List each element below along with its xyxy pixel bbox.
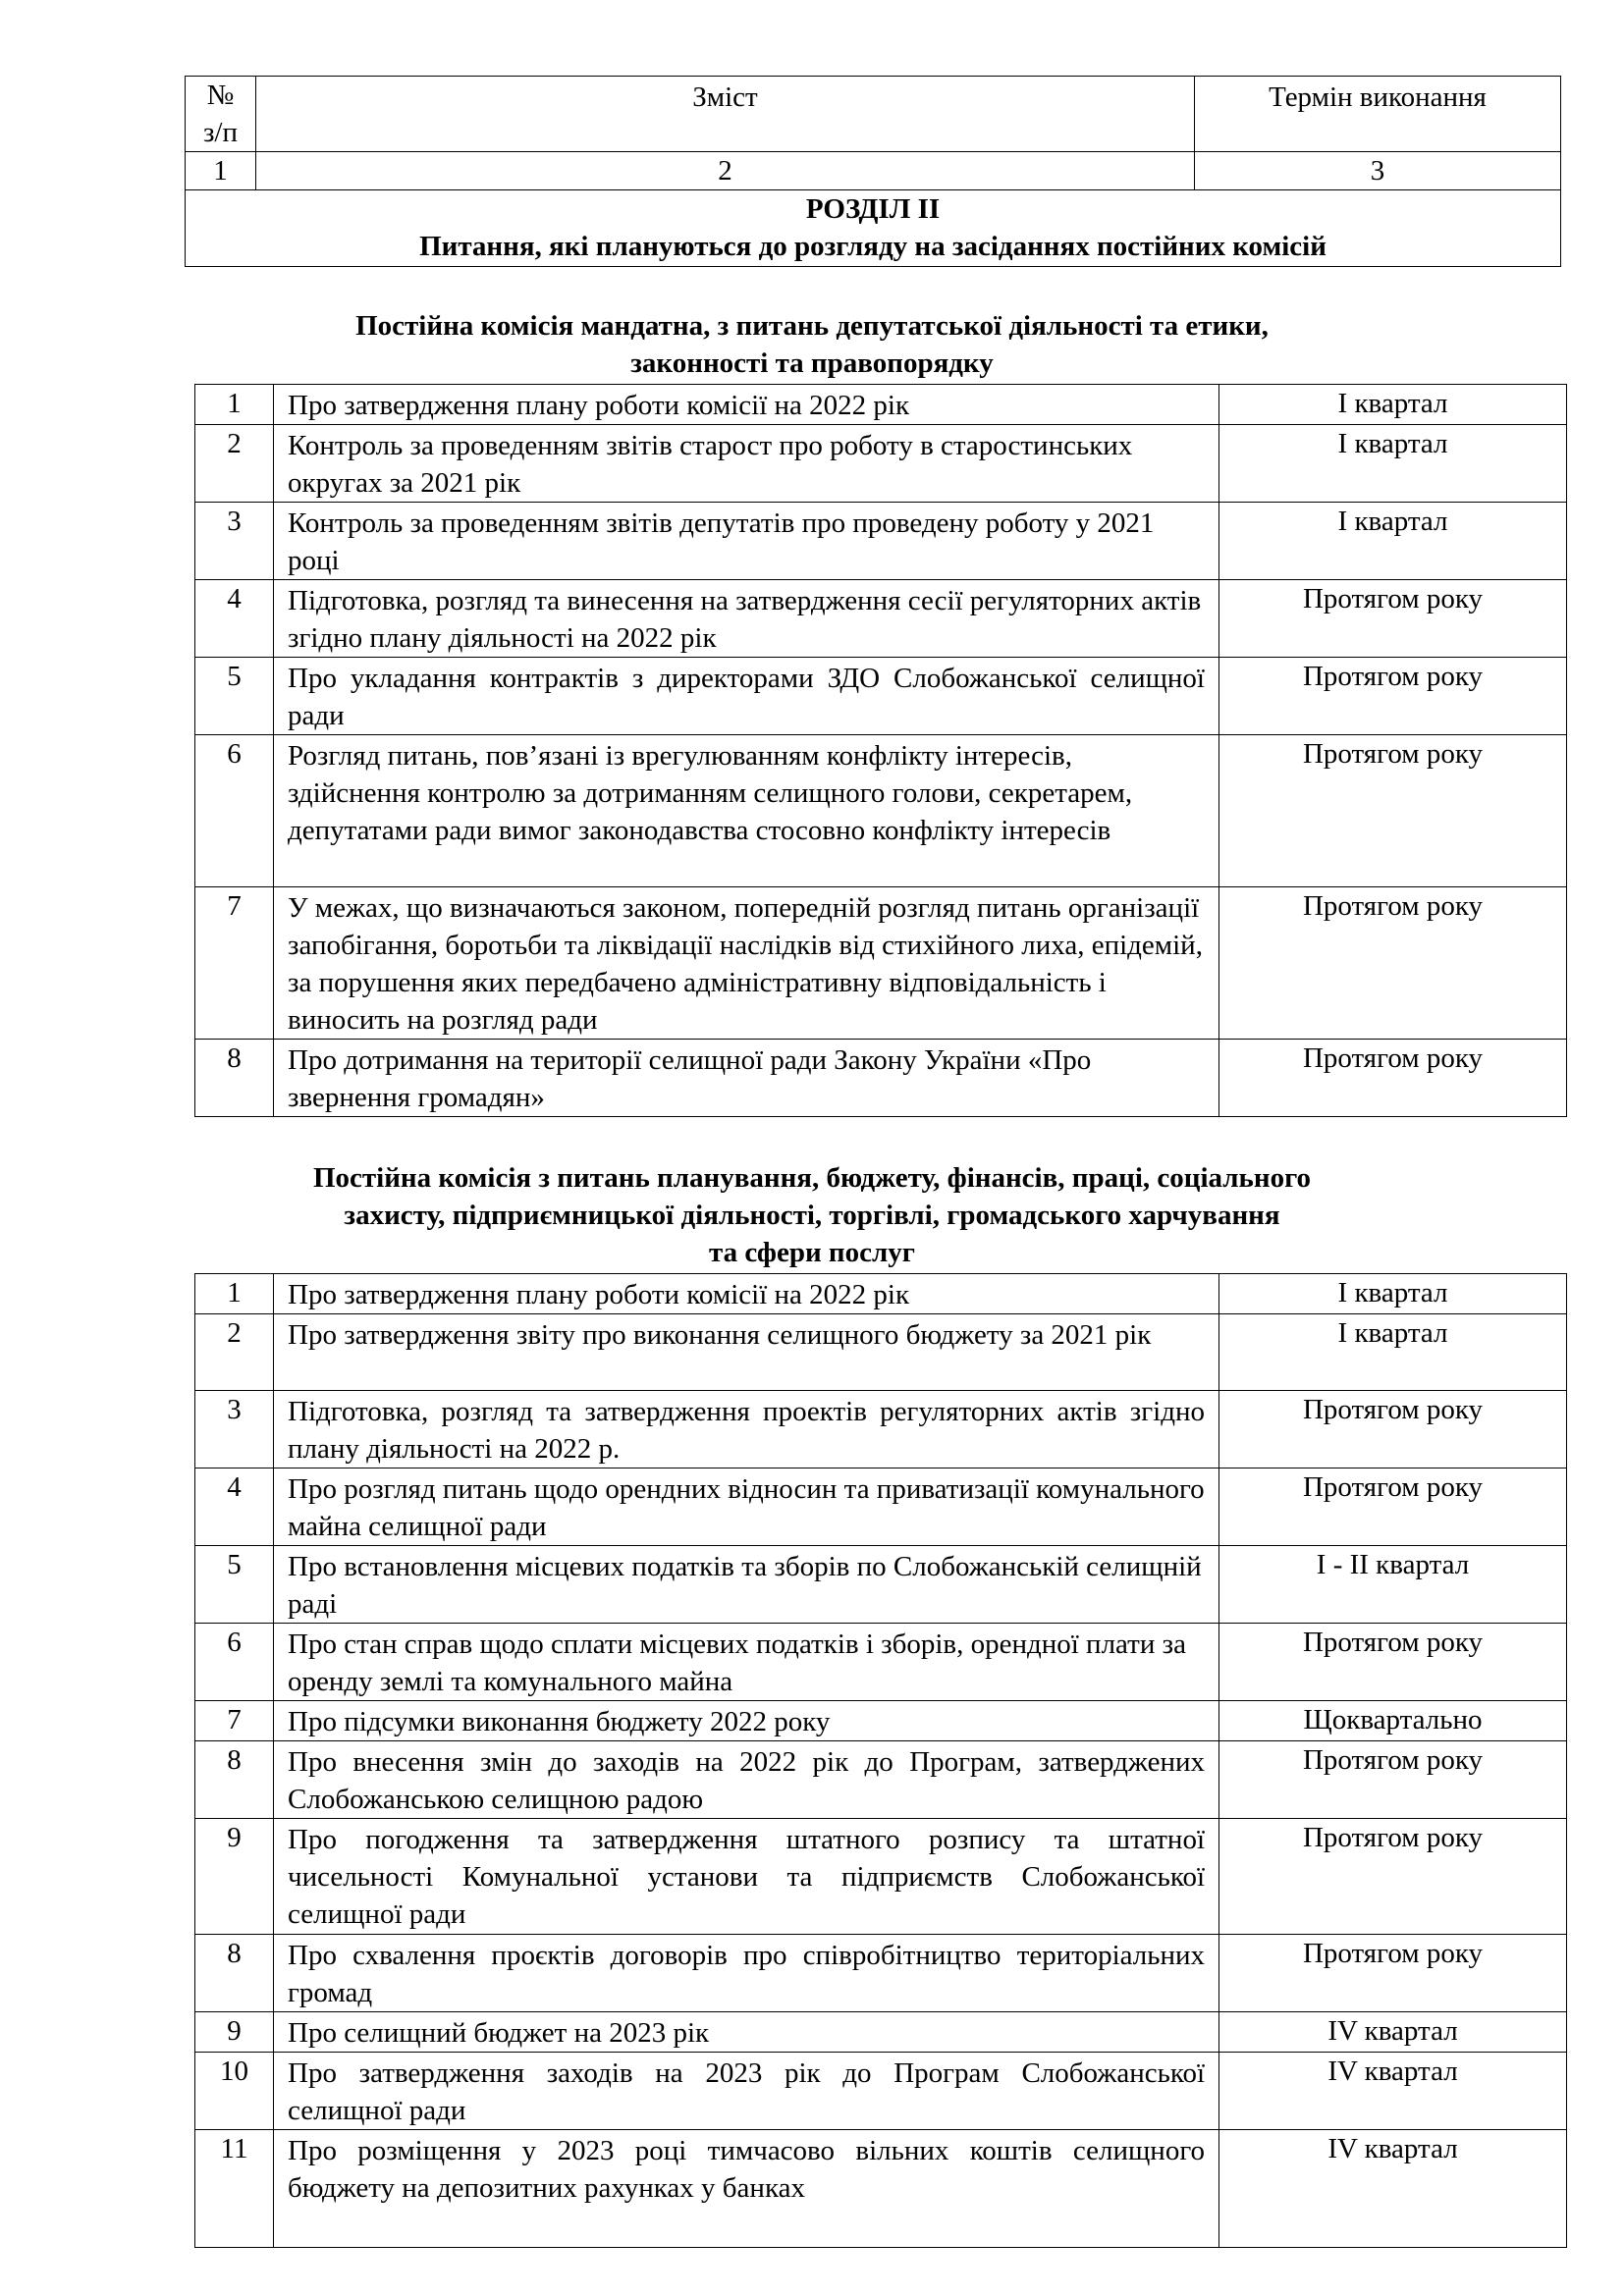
- row-content: Контроль за проведенням звітів депутатів про проведену роботу у 2021 році: [274, 503, 1219, 580]
- row-content: Про погодження та затвердження штатного розпису та штатної чисельності Комунальної установи та підприємств Слобожанської селищної ради: [274, 1819, 1219, 1935]
- row-content: Про розгляд питань щодо орендних відносин та приватизації комунального майна селищної ради: [274, 1468, 1219, 1546]
- table-row: [195, 580, 1567, 658]
- commission-2-title: [0, 1159, 1624, 1271]
- row-content: Про затвердження плану роботи комісії на 2022 рік: [274, 1274, 1219, 1314]
- row-content: Про схвалення проєктів договорів про співробітництво територіальних громад: [274, 1935, 1219, 2012]
- commission-1-title-line-1: Постійна комісія мандатна, з питань депутатської діяльності та етики,: [355, 310, 1269, 342]
- table-row: [195, 658, 1567, 735]
- table-row: [195, 503, 1567, 580]
- table-row: [195, 1701, 1567, 1741]
- row-number: 2: [195, 425, 274, 503]
- row-content: Про дотримання на території селищної ради Закону України «Про звернення громадян»: [274, 1040, 1219, 1117]
- row-term: Протягом року: [1219, 1040, 1567, 1117]
- row-number: 6: [195, 1624, 274, 1701]
- row-content: Про підсумки виконання бюджету 2022 року: [274, 1701, 1219, 1741]
- commission-2-table: [194, 1273, 1567, 2248]
- row-term: Протягом року: [1219, 1935, 1567, 2012]
- row-content: Про укладання контрактів з директорами ЗДО Слобожанської селищної ради: [274, 658, 1219, 735]
- row-term: І - ІІ квартал: [1219, 1546, 1567, 1624]
- section-heading: [186, 190, 1561, 267]
- row-content: Про розміщення у 2023 році тимчасово вільних коштів селищного бюджету на депозитних рахунках у банках: [274, 2130, 1219, 2248]
- commission-2-title-line-3: та сфери послуг: [709, 1237, 915, 1268]
- row-number: 11: [195, 2130, 274, 2248]
- row-content: Підготовка, розгляд та затвердження проектів регуляторних актів згідно плану діяльності на 2022 р.: [274, 1391, 1219, 1468]
- table-row: [195, 1468, 1567, 1546]
- row-content: Розгляд питань, пов’язані із врегулюванням конфлікту інтересів, здійснення контролю за дотриманням селищного голови, секретарем, депутатами ради вимог законодавства стосовно конфлікту інтересів: [274, 735, 1219, 887]
- table-row: [195, 1546, 1567, 1624]
- table-row: [195, 1274, 1567, 1314]
- row-number: 8: [195, 1040, 274, 1117]
- table-row: [195, 735, 1567, 887]
- row-number: 5: [195, 658, 274, 735]
- row-term: І квартал: [1219, 385, 1567, 425]
- row-number: 3: [195, 1391, 274, 1468]
- row-term: Щоквартально: [1219, 1701, 1567, 1741]
- table-row: [195, 1819, 1567, 1935]
- row-number: 7: [195, 1701, 274, 1741]
- table-row: [195, 1314, 1567, 1391]
- table-row: [195, 385, 1567, 425]
- row-number: 8: [195, 1741, 274, 1819]
- row-term: Протягом року: [1219, 580, 1567, 658]
- row-content: Про затвердження звіту про виконання селищного бюджету за 2021 рік: [274, 1314, 1219, 1391]
- row-content: Контроль за проведенням звітів старост про роботу в старостинських округах за 2021 рік: [274, 425, 1219, 503]
- row-number: 4: [195, 1468, 274, 1546]
- row-term: Протягом року: [1219, 1819, 1567, 1935]
- table-row: [195, 425, 1567, 503]
- row-number: 1: [195, 1274, 274, 1314]
- row-content: Про стан справ щодо сплати місцевих податків і зборів, орендної плати за оренду землі та комунального майна: [274, 1624, 1219, 1701]
- row-number: 5: [195, 1546, 274, 1624]
- table-row: [195, 887, 1567, 1040]
- row-term: IV квартал: [1219, 2130, 1567, 2248]
- table-row: [195, 1391, 1567, 1468]
- row-number: 9: [195, 1819, 274, 1935]
- row-term: IV квартал: [1219, 2012, 1567, 2053]
- section-title: РОЗДІЛ ІІ: [805, 193, 941, 225]
- row-number: 7: [195, 887, 274, 1040]
- row-content: Про селищний бюджет на 2023 рік: [274, 2012, 1219, 2053]
- column-index-1: 1: [186, 152, 256, 190]
- row-number: 10: [195, 2053, 274, 2130]
- header-table: [185, 76, 1561, 267]
- column-index-3: 3: [1195, 152, 1561, 190]
- commission-2-title-line-1: Постійна комісія з питань планування, бюджету, фінансів, праці, соціального: [312, 1162, 1312, 1194]
- row-content: Підготовка, розгляд та винесення на затвердження сесії регуляторних актів згідно плану діяльності на 2022 рік: [274, 580, 1219, 658]
- row-term: Протягом року: [1219, 1468, 1567, 1546]
- column-header-term: Термін виконання: [1195, 77, 1561, 152]
- row-term: Протягом року: [1219, 658, 1567, 735]
- row-term: Протягом року: [1219, 887, 1567, 1040]
- row-number: 1: [195, 385, 274, 425]
- column-index-2: 2: [256, 152, 1195, 190]
- row-term: І квартал: [1219, 425, 1567, 503]
- row-term: Протягом року: [1219, 735, 1567, 887]
- commission-1-title-line-2: законності та правопорядку: [630, 347, 994, 379]
- row-number: 2: [195, 1314, 274, 1391]
- row-term: IV квартал: [1219, 2053, 1567, 2130]
- column-header-number: № з/п: [186, 77, 256, 152]
- table-row: [195, 2012, 1567, 2053]
- table-row: [195, 2053, 1567, 2130]
- table-row: [195, 1624, 1567, 1701]
- commission-1-table: [194, 384, 1567, 1117]
- row-term: І квартал: [1219, 1314, 1567, 1391]
- row-term: І квартал: [1219, 503, 1567, 580]
- section-subtitle: Питання, які плануються до розгляду на засіданнях постійних комісій: [419, 231, 1326, 262]
- row-number: 9: [195, 2012, 274, 2053]
- row-term: Протягом року: [1219, 1624, 1567, 1701]
- row-content: Про затвердження заходів на 2023 рік до Програм Слобожанської селищної ради: [274, 2053, 1219, 2130]
- table-row: [195, 1741, 1567, 1819]
- column-header-content: Зміст: [256, 77, 1195, 152]
- row-number: 6: [195, 735, 274, 887]
- commission-1-title: [0, 307, 1624, 382]
- row-number: 4: [195, 580, 274, 658]
- row-content: Про встановлення місцевих податків та зборів по Слобожанській селищній раді: [274, 1546, 1219, 1624]
- table-row: [195, 2130, 1567, 2248]
- row-term: Протягом року: [1219, 1741, 1567, 1819]
- row-content: Про затвердження плану роботи комісії на 2022 рік: [274, 385, 1219, 425]
- commission-2-title-line-2: захисту, підприємницької діяльності, торгівлі, громадського харчування: [344, 1200, 1280, 1231]
- table-row: [195, 1935, 1567, 2012]
- row-content: Про внесення змін до заходів на 2022 рік до Програм, затверджених Слобожанською селищною радою: [274, 1741, 1219, 1819]
- row-number: 8: [195, 1935, 274, 2012]
- table-row: [195, 1040, 1567, 1117]
- row-term: І квартал: [1219, 1274, 1567, 1314]
- row-content: У межах, що визначаються законом, попередній розгляд питань організації запобігання, боротьби та ліквідації наслідків від стихійного лиха, епідемій, за порушення яких передбачено адміністративну відповідальність і виносить на розгляд ради: [274, 887, 1219, 1040]
- row-number: 3: [195, 503, 274, 580]
- row-term: Протягом року: [1219, 1391, 1567, 1468]
